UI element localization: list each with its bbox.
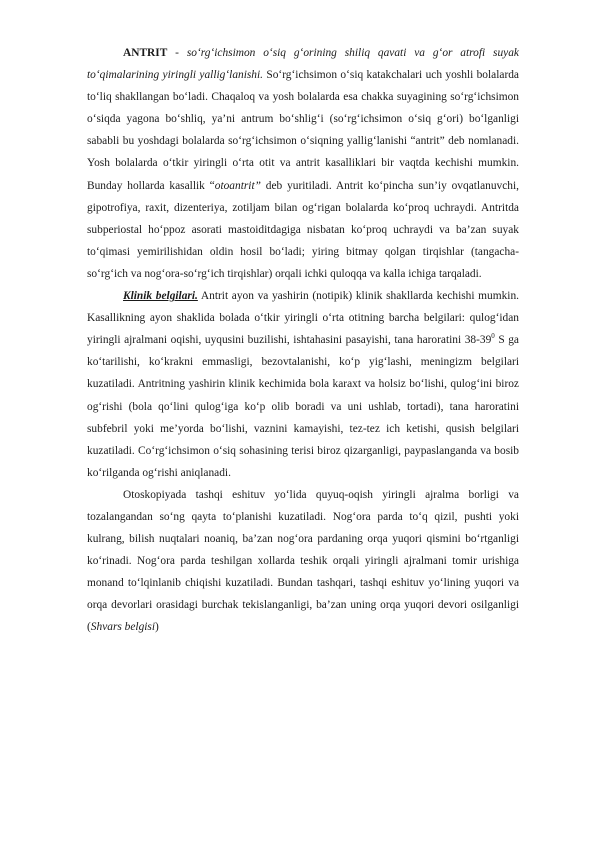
paragraph-antrit-definition (87, 42, 519, 285)
document-body (87, 42, 519, 639)
term-otoantrit: otoantrit” (214, 179, 261, 192)
degree-superscript: 0 (491, 332, 495, 341)
term-shvars-sign: Shvars belgisi (90, 621, 156, 634)
paragraph-text: So‘rg‘ichsimon o‘siq katakchalari uch yoshli bolalarda to‘liq shakllangan bo‘ladi. Chaqaloq va yosh bolalarda esa chakka suyagining so‘rg‘ichsimon o‘siqda yagona bo‘shliq, ya’ni antrum bo‘shlig‘i (so‘rg‘ichsimon o‘siq g‘ori) bo‘lganligi sababli bu yoshdagi bolalarda so‘rg‘ichsimon o‘siqning yallig‘lanishi “antrit” deb nomlanadi. Yosh bolalarda o‘tkir yiringli o‘rta otit va antrit kasalliklari bir vaqtda kechishi mumkin. Bunday hollarda kasallik “ (87, 69, 519, 192)
paragraph-text: Antrit ayon va yashirin (notipik) klinik shakllarda kechishi mumkin. Kasallikning ayon shaklida bolada o‘tkir yiringli o‘rta otitning barcha belgilari: qulog‘idan yiringli ajralmani oqishi, uyqusini buzilishi, ishtahasini pasayishi, tana haroratini 38-39 (87, 290, 519, 347)
section-heading-clinical-signs: Klinik belgilari. (123, 290, 198, 303)
term-dash: - (167, 47, 187, 59)
paragraph-clinical-signs (87, 285, 519, 484)
paragraph-text: deb yuritiladi. Antrit ko‘pincha sun’iy ovqatlanuvchi, gipotrofiya, raxit, dizenteriya, zotiljam bilan og‘rigan bolalarda ko‘proq uchraydi. Antritda subperiostal ho‘ppoz asorati mastoiditdagiga nisbatan ko‘proq uchraydi va ba’zan suyak to‘qimasi yemirilishidan oldin hosil bo‘ladi; yiring bitmay qolgan tirqishlar (tangacha-so‘rg‘ich va nog‘ora-so‘rg‘ich tirqishlar) orqali ichki quloqqa va kalla ichiga tarqaladi. (87, 179, 519, 280)
paragraph-text: Otoskopiyada tashqi eshituv yo‘lida quyuq-oqish yiringli ajralma borligi va tozalangandan so‘ng qayta to‘planishi kuzatiladi. Nog‘ora parda to‘q qizil, pushti yoki kulrang, bilish nuqtalari noaniq, ba’zan nog‘ora pardaning orqa yuqori qismini bo‘rtganligi ko‘rinadi. Nog‘ora parda teshilgan xollarda teshik orqali yiringli ajralmani tomir urishiga monand to‘lqinlanib chiqishi kuzatiladi. Bundan tashqari, tashqi eshituv yo‘lining yuqori va orqa devorlari orasidagi burchak tekislanganligi, ba’zan uning orqa yuqori devori osilganligi ( (87, 488, 519, 634)
paragraph-text: S ga ko‘tarilishi, ko‘krakni emmasligi, bezovtalanishi, ko‘p yig‘lashi, meningizm belgilari kuzatiladi. Antritning yashirin klinik kechimida bola karaxt va holsiz bo‘lishi, qulog‘ini biroz og‘rishi (bola qo‘lini qulog‘iga ko‘p olib boradi va uni ushlab, tortadi), tana haroratini subfebril yoki me’yorda bo‘lishi, vaznini kamayishi, tez-tez ich ketishi, qusish belgilari kuzatiladi. Co‘rg‘ichsimon o‘siq sohasining terisi biroz qizarganligi, paypaslanganda va bosib ko‘rilganda og‘rishi aniqlanadi. (87, 334, 519, 479)
paragraph-otoscopy (87, 484, 519, 639)
paragraph-text: ) (155, 621, 159, 634)
term-definition: so‘rg‘ichsimon o‘siq g‘orining shiliq qavati va g‘or atrofi suyak to‘qimalarining yiringli yallig‘lanishi. (87, 47, 519, 82)
term-antrit: ANTRIT (123, 47, 168, 59)
